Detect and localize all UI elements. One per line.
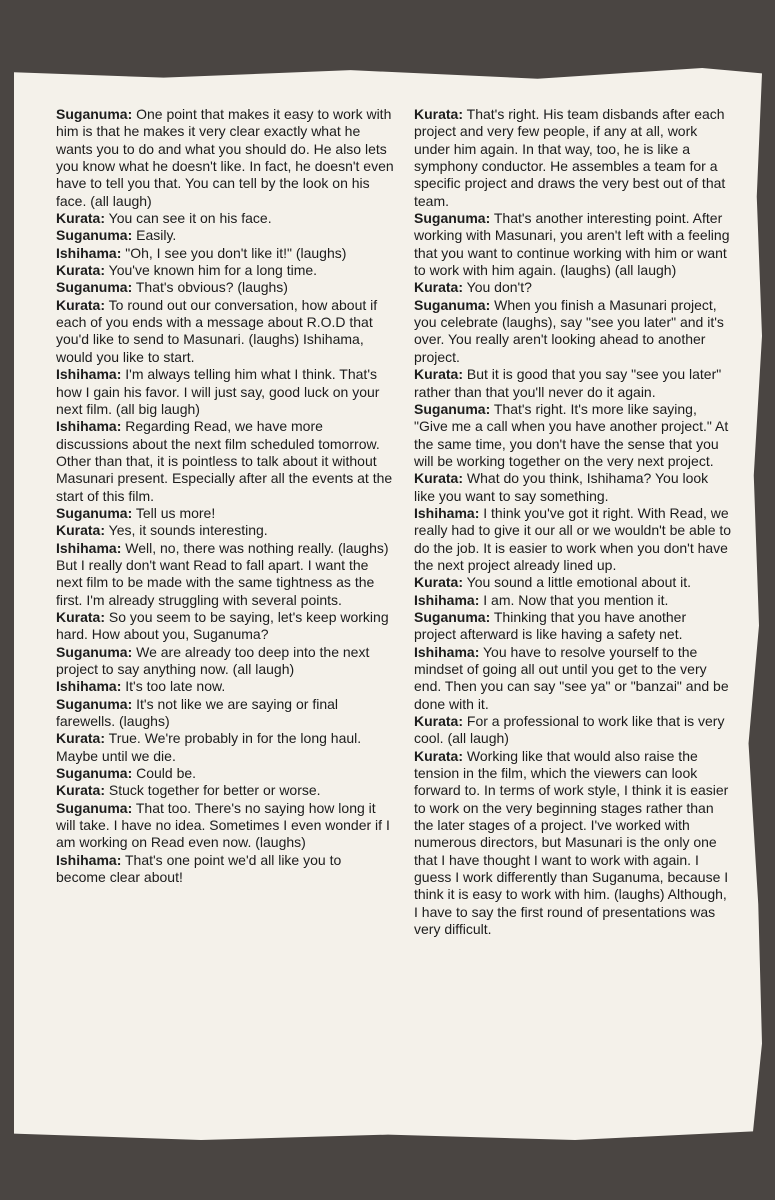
dialogue-text: To round out our conversation, how about if each of you ends with a message about R.O.D that you'd like to send to Masunari. (laughs) Ishihama, would you like to start. xyxy=(56,296,378,365)
left-column xyxy=(56,106,394,886)
dialogue-entry xyxy=(56,210,394,227)
dialogue-entry xyxy=(56,644,394,679)
dialogue-text: You don't? xyxy=(466,279,532,296)
dialogue-text: What do you think, Ishihama? You look like you want to say something. xyxy=(414,470,709,504)
dialogue-text: Working like that would also raise the tension in the film, which the viewers can look forward to. In terms of work style, I think it is easier to work on the very beginning stages rather than the later stages of a project. I've worked with numerous directors, but Masunari is the only one that I have thought I want to work with again. I guess I work differently than Suganuma, because I think it is easy to work with him. (laughs) Although, I have to say the first round of presentations was very difficult. xyxy=(414,747,729,938)
dialogue-text: For a professional to work like that is very cool. (all laugh) xyxy=(414,713,725,747)
dialogue-entry xyxy=(56,696,394,731)
dialogue-text: You have to resolve yourself to the mindset of going all out until you get to the very end. Then you can say "see ya" or "banzai" and be done with it. xyxy=(414,643,729,712)
speaker-name: Kurata: xyxy=(414,279,464,296)
dialogue-entry xyxy=(414,470,732,505)
dialogue-text: I am. Now that you mention it. xyxy=(483,591,669,608)
speaker-name: Suganuma: xyxy=(414,400,491,417)
speaker-name: Kurata: xyxy=(414,470,464,487)
dialogue-entry xyxy=(414,366,732,401)
speaker-name: Suganuma: xyxy=(56,279,133,296)
dialogue-text: That's right. His team disbands after each project and very few people, if any at all, work under him again. In that way, too, he is like a symphony conductor. He assembles a team for a specific project and draws the very best out of that team. xyxy=(414,106,726,209)
speaker-name: Suganuma: xyxy=(56,695,133,712)
dialogue-text: It's not like we are saying or final farewells. (laughs) xyxy=(56,695,339,730)
dialogue-text: That's another interesting point. After working with Masunari, you aren't left with a feeling that you want to continue working with him or want to work with him again. (laughs) (all laugh) xyxy=(414,210,730,279)
speaker-name: Ishihama: xyxy=(56,244,122,261)
speaker-name: Kurata: xyxy=(414,366,464,383)
dialogue-text: True. We're probably in for the long haul. Maybe until we die. xyxy=(56,730,362,764)
dialogue-text: Thinking that you have another project afterward is like having a safety net. xyxy=(414,608,687,643)
dialogue-text: Tell us more! xyxy=(135,504,216,521)
dialogue-entry xyxy=(414,609,732,644)
right-column xyxy=(414,106,732,939)
dialogue-text: That's right. It's more like saying, "Give me a call when you have another project." At the same time, you don't have the sense that you will be working together on the very next project. xyxy=(414,400,729,469)
dialogue-text: Easily. xyxy=(136,227,177,244)
dialogue-entry xyxy=(56,609,394,644)
dialogue-text: That's one point we'd all like you to become clear about! xyxy=(56,851,342,886)
speaker-name: Ishihama: xyxy=(56,539,122,556)
dialogue-entry xyxy=(56,678,394,695)
dialogue-entry xyxy=(56,730,394,765)
dialogue-text: I'm always telling him what I think. That's how I gain his favor. I will just say, good luck on your next film. (all big laugh) xyxy=(56,366,380,417)
speaker-name: Kurata: xyxy=(56,262,106,279)
dialogue-entry xyxy=(56,245,394,262)
dialogue-entry xyxy=(414,748,732,939)
speaker-name: Kurata: xyxy=(56,210,106,227)
dialogue-entry xyxy=(414,713,732,748)
dialogue-entry xyxy=(56,522,394,539)
speaker-name: Suganuma: xyxy=(414,210,491,227)
dialogue-text: One point that makes it easy to work with him is that he makes it very clear exactly what he wants you to do and what you should do. He also lets you know what he doesn't like. In fact, he doesn't even have to tell you that. You can tell by the look on his face. (all laugh) xyxy=(56,106,394,209)
dialogue-text: We are already too deep into the next project to say anything now. (all laugh) xyxy=(56,643,370,677)
dialogue-text: When you finish a Masunari project, you celebrate (laughs), say "see you later" and it's over. You really aren't looking ahead to another project. xyxy=(414,296,724,365)
dialogue-entry xyxy=(56,227,394,244)
dialogue-text: Yes, it sounds interesting. xyxy=(108,522,268,539)
dialogue-text: You've known him for a long time. xyxy=(108,262,318,279)
speaker-name: Kurata: xyxy=(414,106,464,122)
speaker-name: Kurata: xyxy=(414,713,464,730)
dialogue-text: But it is good that you say "see you later" rather than that you'll never do it again. xyxy=(414,366,722,400)
speaker-name: Ishihama: xyxy=(414,643,480,660)
dialogue-entry xyxy=(414,401,732,470)
dialogue-text: I think you've got it right. With Read, we really had to give it our all or we wouldn't be able to do the job. It is easier to work when you don't have the next project already lined up. xyxy=(414,504,732,573)
dialogue-text: Well, no, there was nothing really. (laughs) But I really don't want Read to fall apart. I want the next film to be made with the same tightness as the first. I'm already struggling with several points. xyxy=(56,539,389,608)
speaker-name: Suganuma: xyxy=(56,227,133,244)
dialogue-entry xyxy=(414,592,732,609)
dialogue-entry xyxy=(414,505,732,574)
dialogue-entry xyxy=(56,262,394,279)
dialogue-entry xyxy=(414,574,732,591)
dialogue-entry xyxy=(56,540,394,609)
dialogue-entry xyxy=(56,297,394,366)
speaker-name: Suganuma: xyxy=(56,504,133,521)
speaker-name: Ishihama: xyxy=(414,504,480,521)
speaker-name: Suganuma: xyxy=(56,799,133,816)
speaker-name: Suganuma: xyxy=(56,765,133,782)
speaker-name: Kurata: xyxy=(56,296,106,313)
dialogue-entry xyxy=(56,800,394,852)
dialogue-entry xyxy=(56,106,394,210)
speaker-name: Ishihama: xyxy=(56,851,122,868)
dialogue-text: That too. There's no saying how long it will take. I have no idea. Sometimes I even wonder if I am working on Read even now. (laughs) xyxy=(56,799,390,851)
dialogue-entry xyxy=(414,210,732,279)
speaker-name: Suganuma: xyxy=(56,106,133,122)
speaker-name: Ishihama: xyxy=(56,366,122,383)
dialogue-entry xyxy=(56,279,394,296)
dialogue-entry xyxy=(414,279,732,296)
dialogue-text: Stuck together for better or worse. xyxy=(108,782,321,799)
dialogue-entry xyxy=(56,366,394,418)
speaker-name: Suganuma: xyxy=(56,643,133,660)
dialogue-entry xyxy=(414,106,732,210)
dialogue-entry xyxy=(414,297,732,366)
dialogue-text: Regarding Read, we have more discussions about the next film scheduled tomorrow. Other than that, it is pointless to talk about it without Masunari present. Especially after all the events at the start of this film. xyxy=(56,418,393,504)
dialogue-text: It's too late now. xyxy=(125,678,226,695)
dialogue-text: Could be. xyxy=(136,765,197,782)
dialogue-text: "Oh, I see you don't like it!" (laughs) xyxy=(125,244,347,261)
speaker-name: Kurata: xyxy=(56,730,106,747)
dialogue-entry xyxy=(56,505,394,522)
dialogue-entry xyxy=(56,418,394,505)
dialogue-entry xyxy=(56,765,394,782)
dialogue-entry xyxy=(56,852,394,887)
dialogue-text: You can see it on his face. xyxy=(108,210,272,227)
dialogue-text: That's obvious? (laughs) xyxy=(135,279,288,296)
speaker-name: Kurata: xyxy=(56,782,106,799)
speaker-name: Kurata: xyxy=(414,747,464,764)
dialogue-entry xyxy=(56,782,394,799)
dialogue-text: So you seem to be saying, let's keep working hard. How about you, Suganuma? xyxy=(56,608,389,643)
speaker-name: Ishihama: xyxy=(56,418,122,435)
speaker-name: Suganuma: xyxy=(414,296,491,313)
speaker-name: Kurata: xyxy=(56,522,106,539)
dialogue-text: You sound a little emotional about it. xyxy=(466,574,692,591)
speaker-name: Ishihama: xyxy=(56,678,122,695)
speaker-name: Suganuma: xyxy=(414,608,491,625)
speaker-name: Kurata: xyxy=(414,574,464,591)
speaker-name: Ishihama: xyxy=(414,591,480,608)
dialogue-entry xyxy=(414,644,732,713)
speaker-name: Kurata: xyxy=(56,608,106,625)
